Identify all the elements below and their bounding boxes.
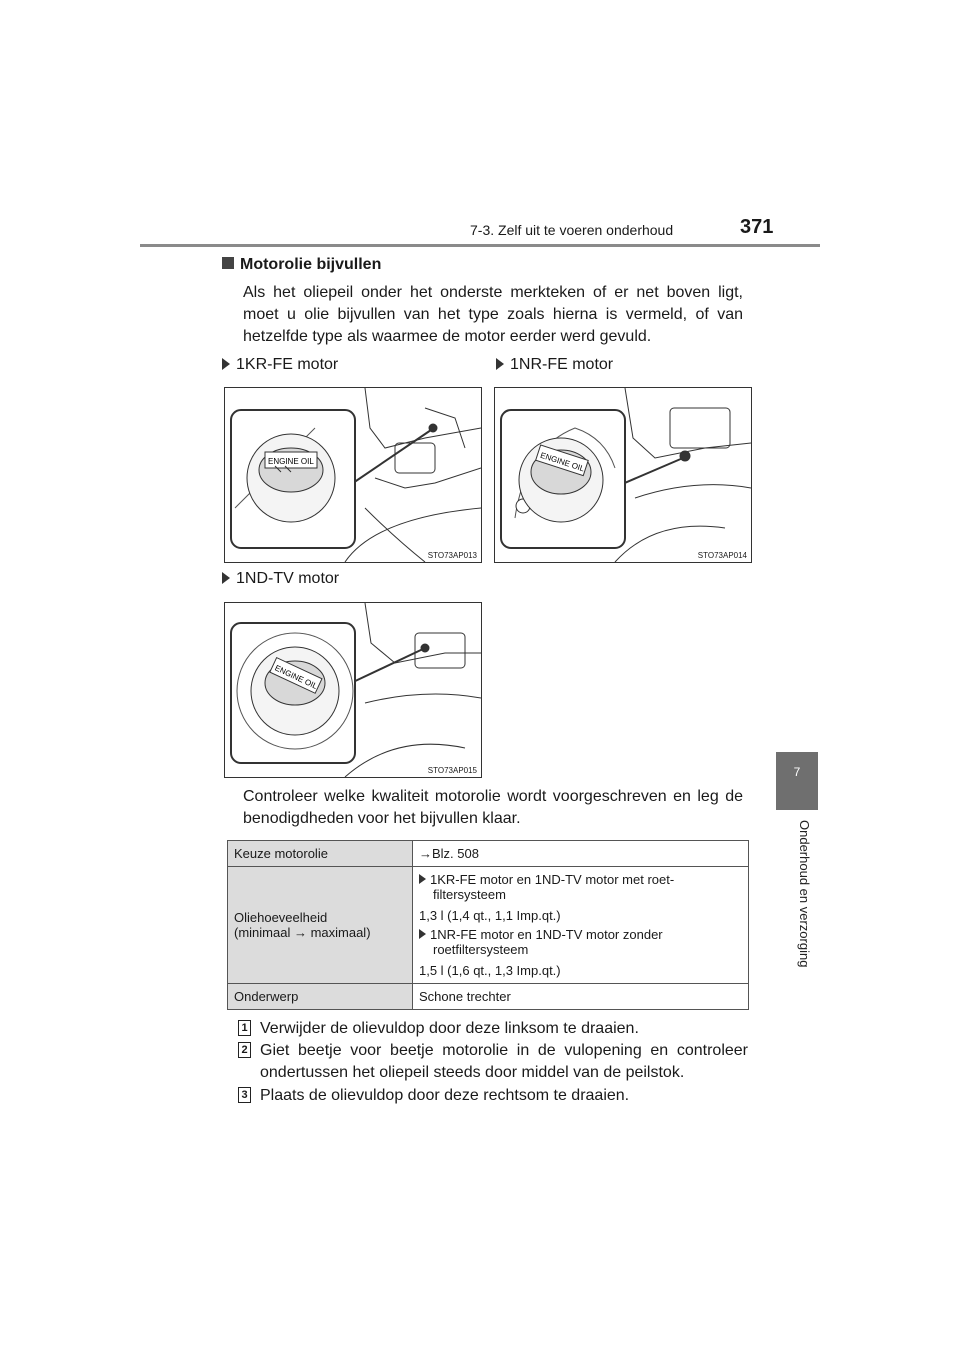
table-key-line: (minimaal → maximaal) bbox=[234, 925, 371, 940]
table-row bbox=[228, 867, 749, 984]
table-value: Schone trechter bbox=[413, 984, 749, 1010]
running-header: 7-3. Zelf uit te voeren onderhoud bbox=[470, 222, 674, 238]
triangle-bullet-icon bbox=[222, 358, 230, 370]
triangle-bullet-icon bbox=[496, 358, 504, 370]
table-row bbox=[228, 841, 749, 867]
figure-label-1kr: 1KR-FE motor bbox=[222, 356, 338, 374]
table-key bbox=[228, 867, 413, 984]
oil-spec-table bbox=[227, 840, 749, 1010]
step-item bbox=[238, 1040, 748, 1084]
oil-quantity-item-2: 1NR-FE motor en 1ND-TV motor zonder roetfiltersysteem bbox=[419, 927, 742, 957]
oil-quantity-value-1: 1,3 l (1,4 qt., 1,1 Imp.qt.) bbox=[419, 908, 561, 923]
triangle-bullet-icon bbox=[419, 874, 426, 884]
engine-bay-illustration bbox=[225, 603, 481, 777]
square-bullet-icon bbox=[222, 257, 234, 269]
engine-figure-1kr bbox=[224, 387, 482, 563]
step-text: Verwijder de olievuldop door deze linksom te draaien. bbox=[260, 1020, 639, 1037]
table-key: Onderwerp bbox=[228, 984, 413, 1010]
engine-bay-illustration bbox=[495, 388, 751, 562]
step-text: Plaats de olievuldop door deze rechtsom te draaien. bbox=[260, 1087, 630, 1104]
figure-label-1nd: 1ND-TV motor bbox=[222, 570, 339, 588]
engine-figure-1nr bbox=[494, 387, 752, 563]
triangle-bullet-icon bbox=[222, 572, 230, 584]
table-key: Keuze motorolie bbox=[228, 841, 413, 867]
chapter-tab: 7 bbox=[776, 752, 818, 810]
triangle-bullet-icon bbox=[419, 929, 426, 939]
cap-engine-oil-text: ENGINE OIL bbox=[539, 450, 586, 474]
section-heading-text: Motorolie bijvullen bbox=[240, 256, 382, 273]
check-paragraph: Controleer welke kwaliteit motorolie wordt voorgeschreven en leg de benodigdheden voor het bijvullen klaar. bbox=[243, 788, 743, 827]
engine-bay-illustration bbox=[225, 388, 481, 562]
page-number: 371 bbox=[740, 216, 774, 238]
figure-code: STO73AP015 bbox=[427, 766, 477, 775]
section-heading bbox=[222, 256, 381, 274]
oil-quantity-item-1: 1KR-FE motor en 1ND-TV motor met roet-filtersysteem bbox=[419, 872, 742, 902]
step-number: 2 bbox=[238, 1042, 251, 1058]
header-divider bbox=[140, 244, 820, 247]
cap-engine-oil-text: ENGINE OIL bbox=[268, 457, 314, 466]
figure-label-1nr: 1NR-FE motor bbox=[496, 356, 613, 374]
step-item bbox=[238, 1018, 748, 1040]
chapter-tab-label: Onderhoud en verzorging bbox=[797, 820, 812, 968]
step-number: 1 bbox=[238, 1020, 251, 1036]
step-number: 3 bbox=[238, 1087, 251, 1103]
intro-paragraph: Als het oliepeil onder het onderste merkteken of er net boven ligt, moet u olie bijvullen van het type zoals hierna is vermeld, of van hetzelfde type als waarmee de motor eerder werd gevuld. bbox=[243, 284, 743, 345]
figure-code: STO73AP014 bbox=[697, 551, 747, 560]
table-row bbox=[228, 984, 749, 1010]
table-value: →Blz. 508 bbox=[413, 841, 749, 867]
figure-code: STO73AP013 bbox=[427, 551, 477, 560]
cap-engine-oil-text: ENGINE OIL bbox=[273, 663, 319, 691]
step-text: Giet beetje voor beetje motorolie in de vulopening en controleer ondertussen het oliepeil steeds door middel van de peilstok. bbox=[260, 1042, 748, 1081]
engine-figure-1nd bbox=[224, 602, 482, 778]
oil-quantity-value-2: 1,5 l (1,6 qt., 1,3 Imp.qt.) bbox=[419, 963, 561, 978]
table-key-line: Oliehoeveelheid bbox=[234, 910, 328, 925]
step-item bbox=[238, 1085, 748, 1107]
table-value bbox=[413, 867, 749, 984]
